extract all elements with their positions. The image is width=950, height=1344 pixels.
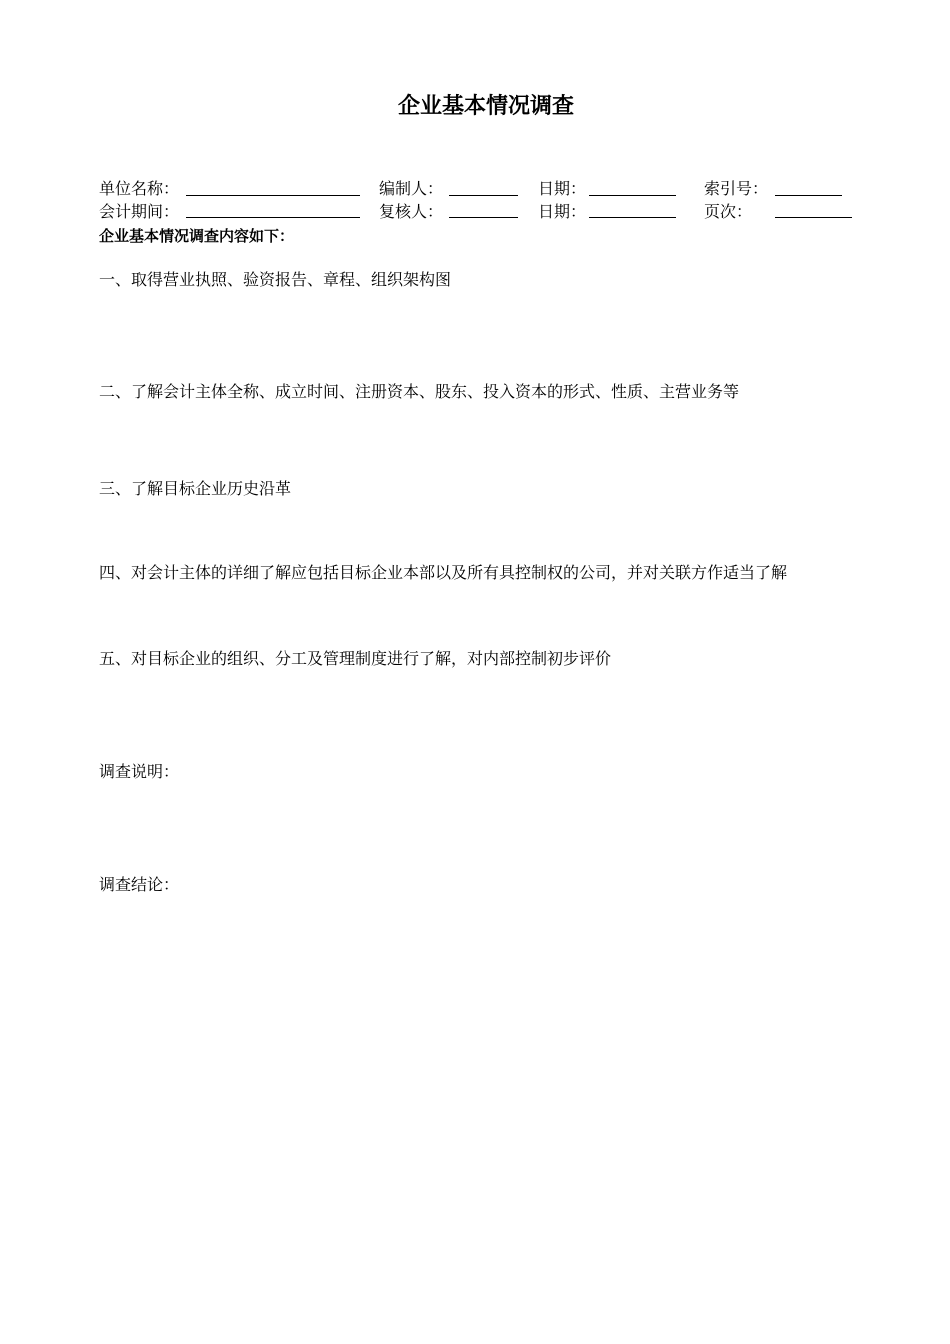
survey-item-3: 三、了解目标企业历史沿革	[99, 479, 292, 498]
date-label-1: 日期：	[538, 179, 587, 198]
survey-intro: 企业基本情况调查内容如下：	[99, 227, 295, 245]
survey-item-4: 四、对会计主体的详细了解应包括目标企业本部以及所有具控制权的公司，并对关联方作适当了解	[99, 563, 788, 582]
reviewer-field[interactable]	[449, 217, 518, 218]
document-title: 企业基本情况调查	[397, 94, 574, 119]
preparer-field[interactable]	[449, 195, 518, 196]
index-label: 索引号：	[704, 179, 769, 198]
index-field[interactable]	[775, 195, 842, 196]
date-field-1[interactable]	[589, 195, 676, 196]
date-field-2[interactable]	[589, 217, 676, 218]
unit-name-label: 单位名称：	[99, 179, 180, 198]
date-label-2: 日期：	[538, 202, 587, 221]
survey-item-2: 二、了解会计主体全称、成立时间、注册资本、股东、投入资本的形式、性质、主营业务等	[99, 382, 740, 401]
reviewer-label: 复核人：	[379, 202, 444, 221]
unit-name-field[interactable]	[186, 195, 360, 196]
survey-conclusion-label: 调查结论：	[99, 875, 180, 894]
survey-notes-label: 调查说明：	[99, 762, 180, 781]
survey-item-1: 一、取得营业执照、验资报告、章程、组织架构图	[99, 270, 452, 289]
page-field[interactable]	[775, 217, 852, 218]
period-field[interactable]	[186, 217, 360, 218]
preparer-label: 编制人：	[379, 179, 444, 198]
page-label: 页次：	[704, 202, 753, 221]
survey-item-5: 五、对目标企业的组织、分工及管理制度进行了解，对内部控制初步评价	[99, 649, 612, 668]
period-label: 会计期间：	[99, 202, 180, 221]
